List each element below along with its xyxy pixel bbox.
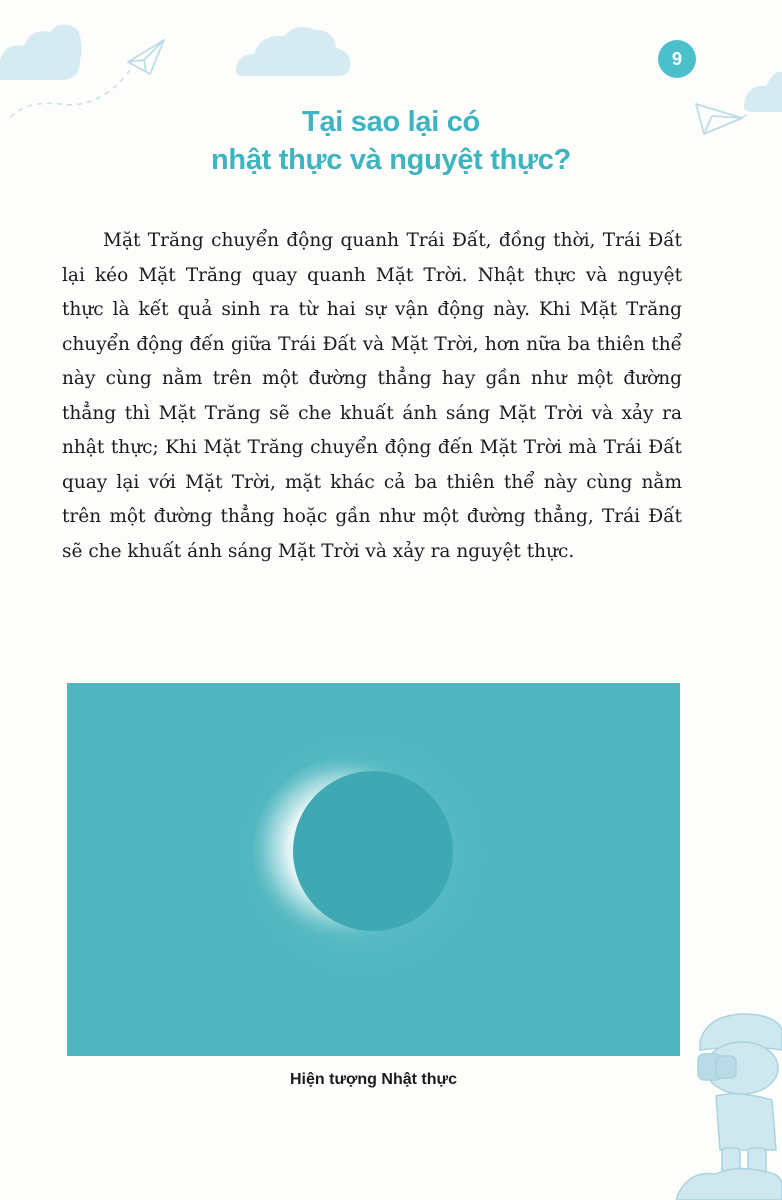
cloud-icon — [236, 27, 350, 76]
figure-caption: Hiện tượng Nhật thực — [290, 1071, 457, 1088]
cloud-icon — [744, 72, 782, 112]
solar-eclipse-photo — [67, 683, 680, 1056]
explorer-kid-binoculars-illustration — [676, 1010, 782, 1200]
article-title-line-1: Tại sao lại có — [302, 106, 480, 138]
moon-disc — [293, 771, 453, 931]
page-number: 9 — [658, 40, 696, 78]
paper-plane-icon — [128, 40, 164, 74]
paper-plane-icon — [696, 104, 742, 134]
cloud-icon — [0, 24, 82, 80]
article-body: Mặt Trăng chuyển động quanh Trái Đất, đồng thời, Trái Đất lại kéo Mặt Trăng quay quanh Mặt Trời. Nhật thực và nguyệt thực là kết quả sinh ra từ hai sự vận động này. Khi Mặt Trăng chuyển động đến giữa Trái Đất và Mặt Trời, hơn nữa ba thiên thể này cùng nằm trên một đường thẳng hay gần như một đường thẳng thì Mặt Trăng sẽ che khuất ánh sáng Mặt Trời và xảy ra nhật thực; Khi Mặt Trăng chuyển động đến Mặt Trời mà Trái Đất quay lại với Mặt Trời, mặt khác cả ba thiên thể này cùng nằm trên một đường thẳng hoặc gần như một đường thẳng, Trái Đất sẽ che khuất ánh sáng Mặt Trời và xảy ra nguyệt thực. — [62, 230, 682, 562]
article-title-line-2: nhật thực và nguyệt thực? — [211, 144, 571, 176]
